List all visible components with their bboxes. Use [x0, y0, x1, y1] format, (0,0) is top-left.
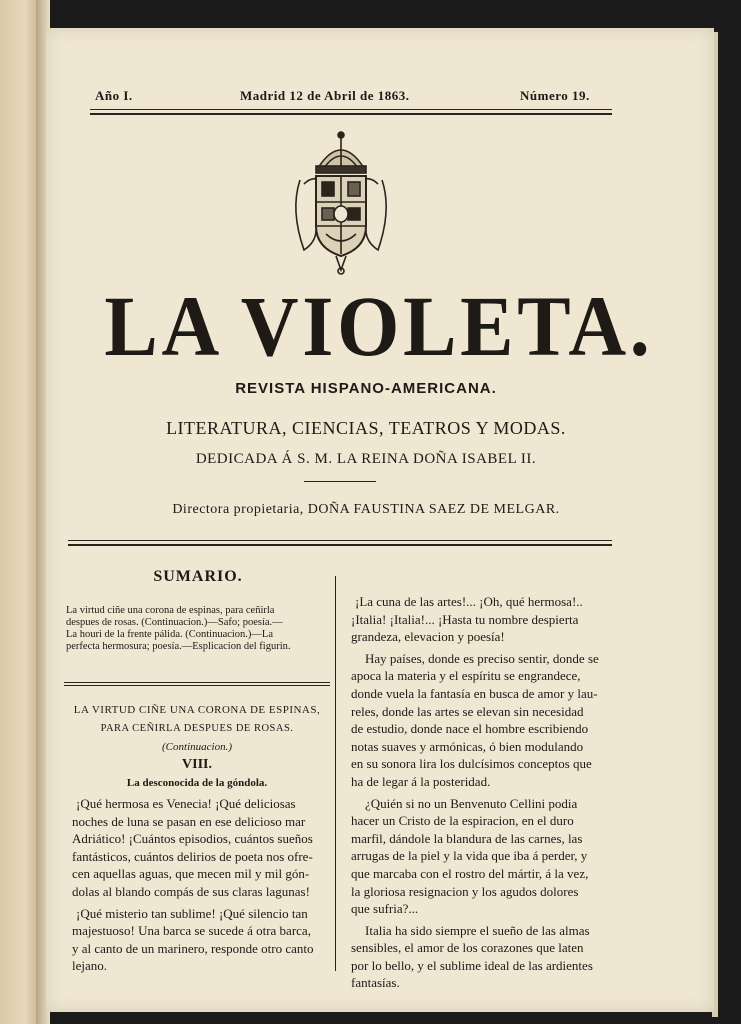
- sumario-body: [66, 605, 328, 653]
- newspaper-page: [46, 28, 714, 1012]
- text-line: ha de legar á la posteridad.: [351, 773, 491, 789]
- text-line: arrugas de la piel y la vida que iba á perder, y: [351, 848, 588, 864]
- text-line: de estudio, donde nace el hombre escribiendo: [351, 721, 589, 737]
- right-column-text: [351, 593, 613, 992]
- royal-coat-of-arms-icon: [286, 130, 396, 276]
- sumario-heading: SUMARIO.: [153, 568, 243, 585]
- text-line: grandeza, elevacion y poesía!: [351, 629, 505, 645]
- short-divider: [304, 481, 376, 482]
- text-line: reles, donde las artes se elevan sin necesidad: [351, 703, 584, 719]
- column-divider: [335, 576, 336, 971]
- issue-date: Madrid 12 de Abril de 1863.: [240, 88, 410, 103]
- masthead-subtitle: REVISTA HISPANO-AMERICANA.: [235, 380, 497, 397]
- sumario-line: La houri de la frente pálida. (Continuacion.)—La: [66, 629, 274, 640]
- article-continuation: (Continuacion.): [162, 741, 232, 753]
- text-line: lejano.: [72, 958, 108, 974]
- text-line: fantasías.: [351, 975, 400, 991]
- text-line: cen aquellas aguas, que mecen mil y mil gón-: [72, 866, 310, 882]
- text-line: la gloriosa resignacion y los agudos dolores: [351, 883, 579, 899]
- text-line: sensibles, el amor de los corazones que laten: [351, 940, 584, 956]
- masthead-double-rule: [68, 540, 612, 546]
- text-line: y al canto de un marinero, responde otro canto: [72, 940, 314, 956]
- sumario-line: despues de rosas. (Continuacion.)—Safo; poesía.—: [66, 617, 283, 628]
- text-line: ¡Italia! ¡Italia!... ¡Hasta tu nombre despierta: [351, 611, 579, 627]
- text-line: en su sonora lira los dulcísimos conceptos que: [351, 756, 592, 772]
- text-line: fantásticos, cuántos delirios de poeta nos ofre-: [72, 848, 313, 864]
- text-line: dolas al blando compás de sus claras lagunas!: [72, 883, 310, 899]
- text-line: marfil, dándole la blandura de las carnes, las: [351, 830, 583, 846]
- text-line: por lo bello, y el sublime ideal de las ardientes: [351, 957, 593, 973]
- text-line: Adriático! ¡Cuántos episodios, cuántos sueños: [72, 831, 313, 847]
- text-line: majestuoso! Una barca se sucede á otra barca,: [72, 923, 311, 939]
- text-line: ¡La cuna de las artes!... ¡Oh, qué hermosa!..: [355, 594, 583, 609]
- text-line: ¿Quién si no un Benvenuto Cellini podia: [365, 795, 578, 811]
- article-subtitle: PARA CEÑIRLA DESPUES DE ROSAS.: [100, 723, 294, 734]
- chapter-number: VIII.: [182, 757, 212, 772]
- text-line: Italia ha sido siempre el sueño de las almas: [365, 922, 590, 938]
- text-line: hacer un Cristo de la espiracion, en el duro: [351, 813, 574, 829]
- left-column-text: [72, 795, 332, 975]
- text-line: donde vuela la fantasía en busca de amor y lau-: [351, 685, 598, 701]
- text-line: que marcaba con el rostro del mártir, á la vez,: [351, 865, 589, 881]
- issue-year: Año I.: [95, 88, 133, 103]
- masthead-director: Directora propietaria, DOÑA FAUSTINA SAEZ DE MELGAR.: [172, 502, 560, 517]
- text-line: notas suaves y armónicas, ó bien modulando: [351, 738, 584, 754]
- masthead-dedication: DEDICADA Á S. M. LA REINA DOÑA ISABEL II.: [195, 451, 537, 467]
- text-line: ¡Qué misterio tan sublime! ¡Qué silencio tan: [76, 905, 308, 921]
- text-line: ¡Qué hermosa es Venecia! ¡Qué deliciosas: [76, 796, 296, 811]
- text-line: que sufria?...: [351, 901, 419, 917]
- top-double-rule: [90, 109, 612, 115]
- masthead-subjects: LITERATURA, CIENCIAS, TEATROS Y MODAS.: [166, 418, 566, 438]
- sumario-line: La virtud ciñe una corona de espinas, para ceñirla: [66, 605, 275, 616]
- sumario-line: perfecta hermosura; poesía.—Esplicacion del figurin.: [66, 641, 291, 652]
- chapter-title: La desconocida de la góndola.: [126, 777, 268, 789]
- text-line: apoca la materia y el espíritu se engrandece,: [351, 668, 581, 684]
- text-line: noches de luna se pasan en ese delicioso mar: [72, 813, 306, 829]
- masthead-title: LA VIOLETA.: [104, 278, 654, 374]
- issue-number: Número 19.: [520, 88, 590, 103]
- text-line: Hay países, donde es preciso sentir, donde se: [365, 650, 599, 666]
- article-title: LA VIRTUD CIÑE UNA CORONA DE ESPINAS,: [73, 704, 321, 716]
- sumario-rule: [64, 682, 330, 686]
